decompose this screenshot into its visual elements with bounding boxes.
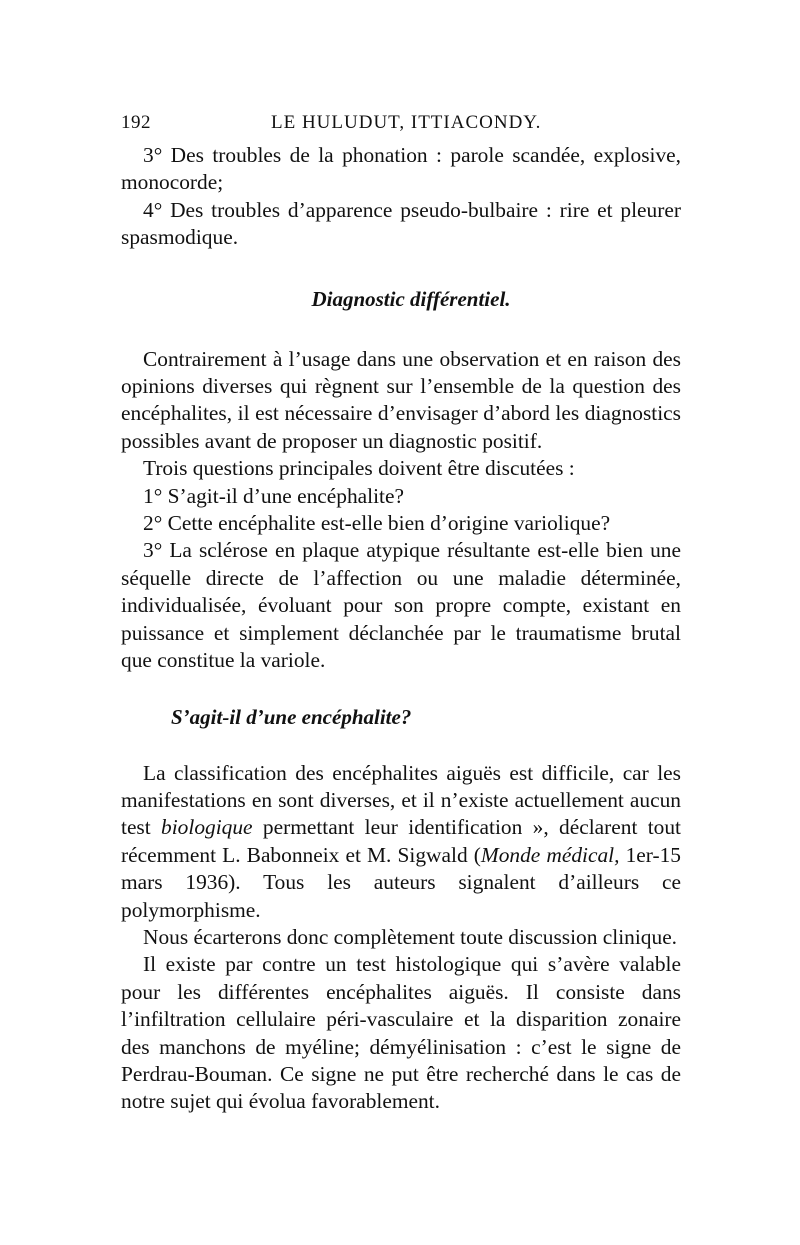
paragraph: 3° Des troubles de la phonation : parole scandée, explosive, monocorde; bbox=[121, 143, 681, 195]
paragraph bbox=[121, 760, 681, 924]
encephalite-section bbox=[121, 760, 681, 1116]
question-item: 3° La sclérose en plaque atypique résultante est-elle bien une séquelle directe de l’affection ou une maladie déterminée, individualisée, évoluant pour son propre compte, existant en puissance et simplement déclanchée par le traumatisme brutal que constitue la variole. bbox=[121, 538, 681, 673]
text-run: 1er-15 mars 1936). Tous les auteurs signalent d’ailleurs ce polymorphisme. bbox=[121, 842, 682, 922]
symptom-list-continued bbox=[121, 142, 681, 252]
text-run: La classification des encéphalites aiguës est difficile, car les manifestations en sont diverses, et il n’existe actuellement aucun test bbox=[121, 760, 681, 840]
question-item: 2° Cette encéphalite est-elle bien d’origine variolique? bbox=[143, 511, 611, 536]
question-item: 1° S’agit-il d’une encéphalite? bbox=[143, 483, 404, 508]
page-number: 192 bbox=[121, 112, 151, 133]
document-page bbox=[121, 112, 681, 1116]
italic-term: biologique bbox=[161, 815, 253, 840]
paragraph: Trois questions principales doivent être discutées : bbox=[143, 456, 575, 481]
text-run: permettant leur identification », déclarent tout récemment L. Babonneix et M. Sigwald ( bbox=[121, 815, 681, 867]
section-heading-encephalite: S’agit-il d’une encéphalite? bbox=[171, 704, 412, 729]
diagnostic-section bbox=[121, 346, 681, 675]
paragraph: Contrairement à l’usage dans une observation et en raison des opinions diverses qui règnent sur l’ensemble de la question des encéphalites, il est nécessaire d’envisager d’abord les diagnostics possibles avant de proposer un diagnostic positif. bbox=[121, 346, 681, 453]
running-title: LE HULUDUT, ITTIACONDY. bbox=[271, 112, 542, 133]
section-heading-diagnostic: Diagnostic différentiel. bbox=[311, 286, 511, 311]
paragraph: Nous écarterons donc complètement toute discussion clinique. bbox=[143, 924, 678, 949]
paragraph: Il existe par contre un test histologique qui s’avère valable pour les différentes encéphalites aiguës. Il consiste dans l’infiltration cellulaire péri-vasculaire et la disparition zonaire des manchons de myéline; démyélinisation : c’est le signe de Perdrau-Bouman. Ce signe ne put être recherché dans le cas de notre sujet qui évolua favorablement. bbox=[121, 952, 681, 1114]
paragraph: 4° Des troubles d’apparence pseudo-bulbaire : rire et pleurer spasmodique. bbox=[121, 197, 681, 250]
citation-source: Monde médical, bbox=[480, 842, 620, 867]
page-header bbox=[121, 112, 681, 142]
